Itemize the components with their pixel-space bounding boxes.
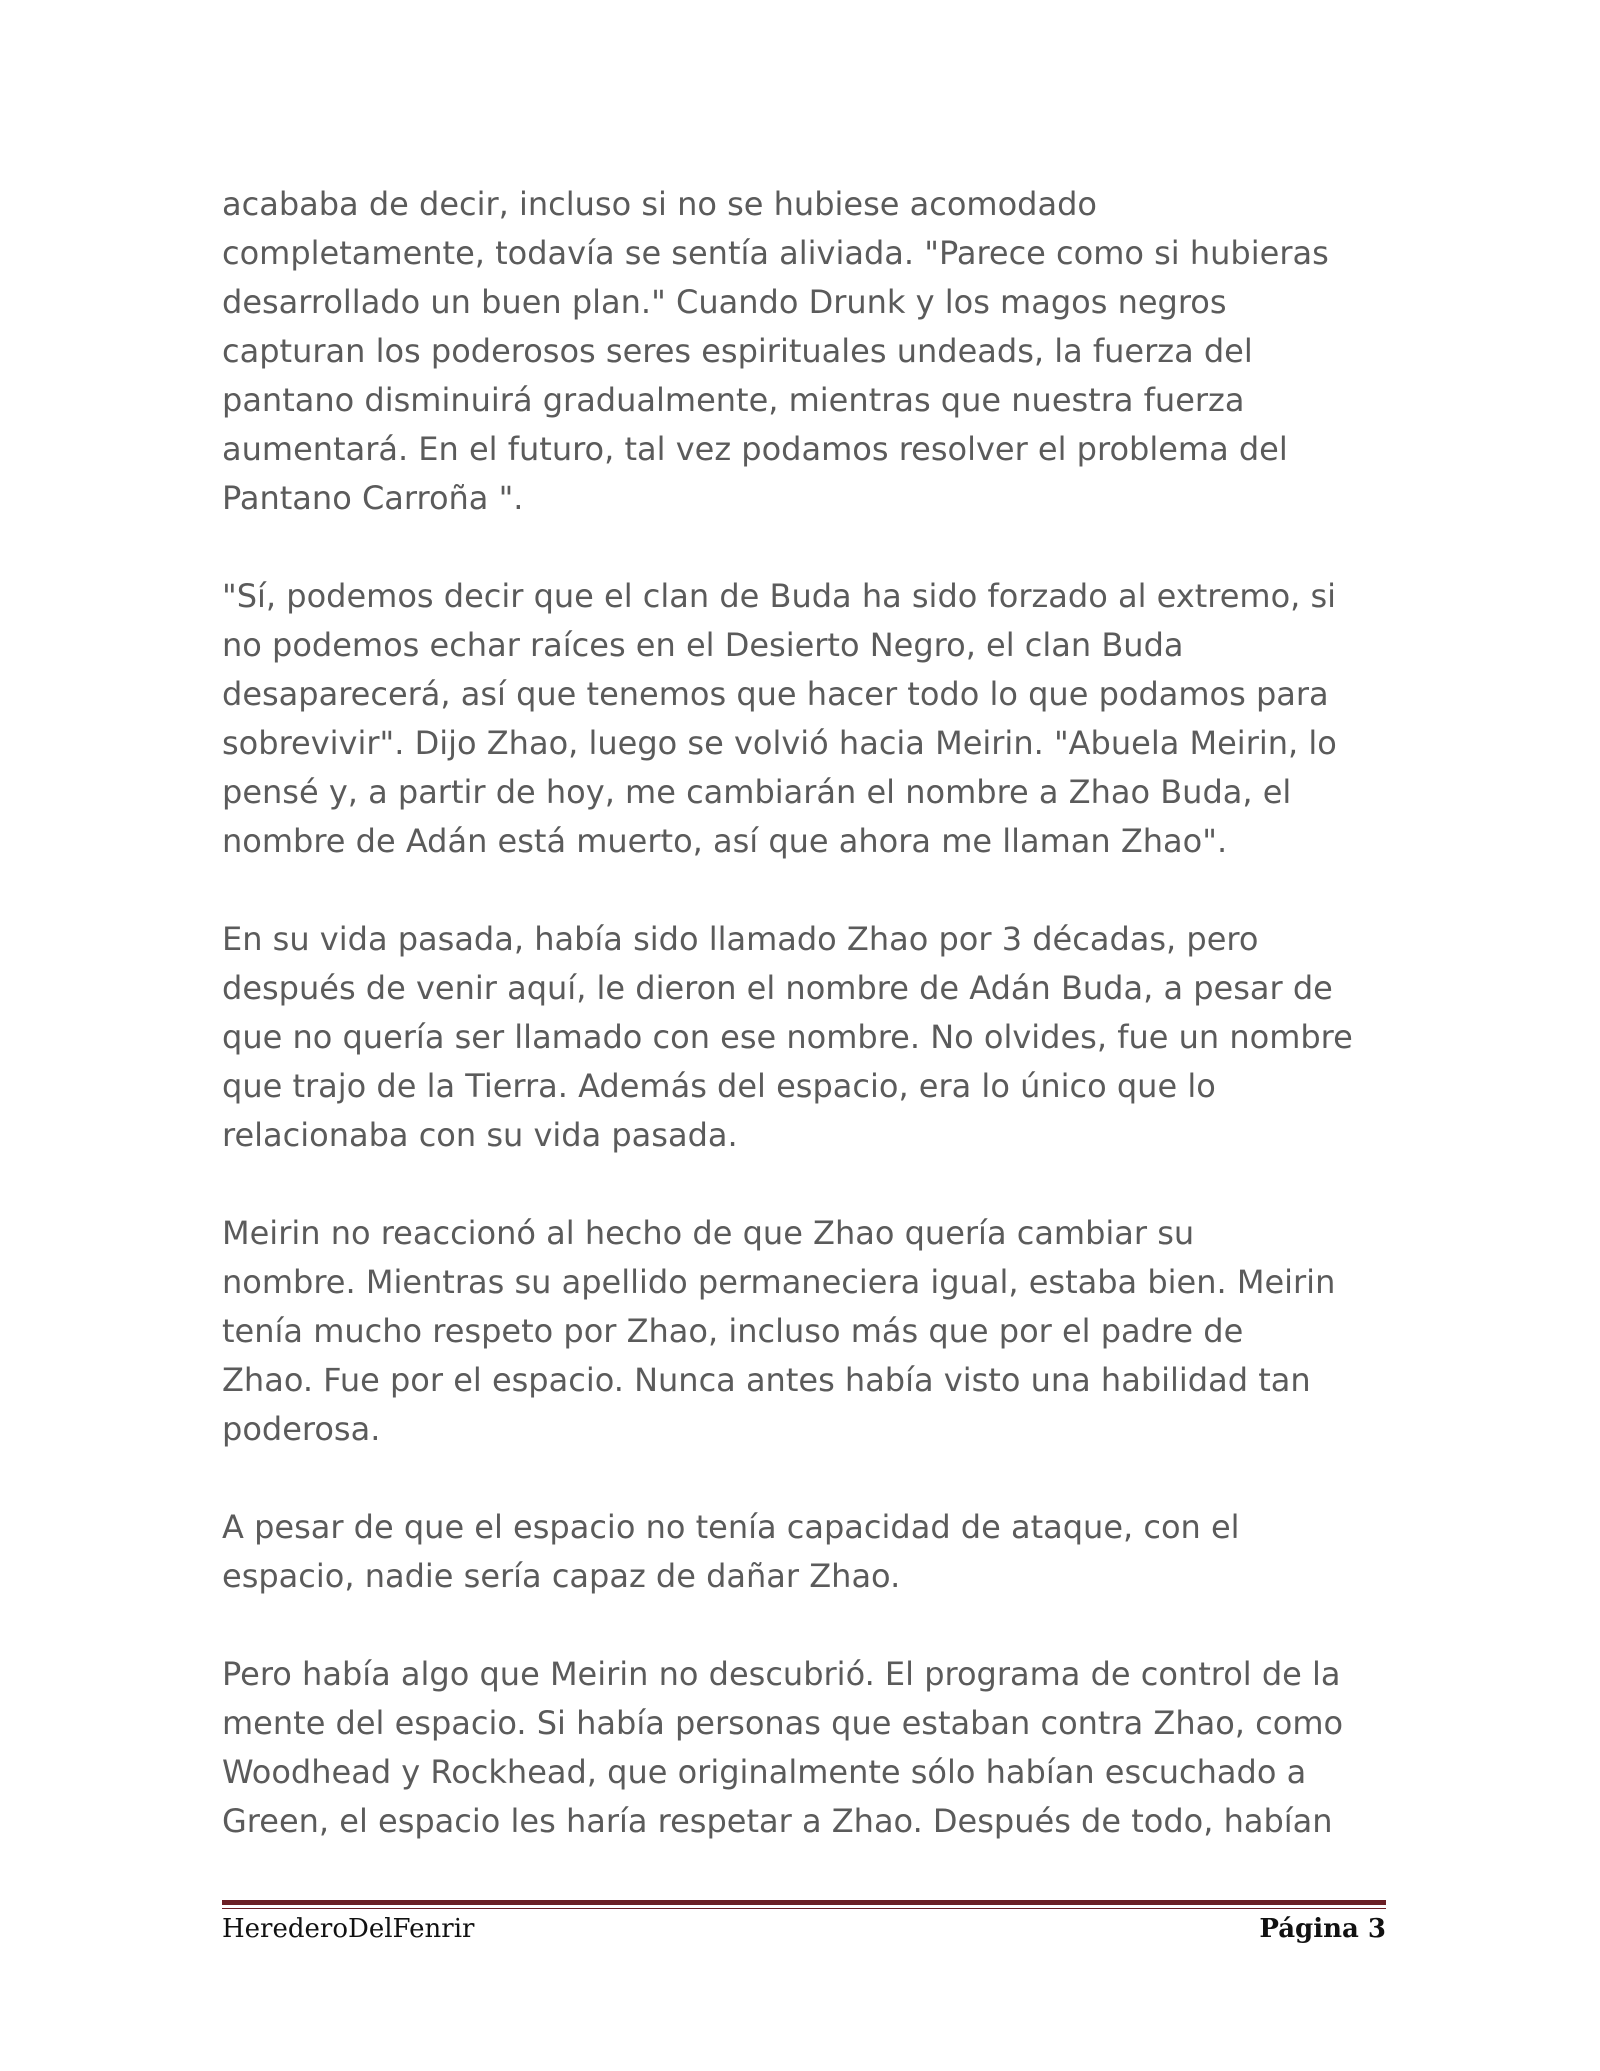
text-line: En su vida pasada, había sido llamado Zhao por 3 décadas, pero [222,920,1259,958]
text-line: relacionaba con su vida pasada. [222,1116,738,1154]
footer-divider-thin [222,1908,1386,1909]
text-line: "Sí, podemos decir que el clan de Buda ha sido forzado al extremo, si [222,577,1337,615]
text-line: Green, el espacio les haría respetar a Zhao. Después de todo, habían [222,1802,1333,1840]
footer-divider [222,1900,1386,1905]
text-line: no podemos echar raíces en el Desierto Negro, el clan Buda [222,626,1184,664]
paragraph-1 [222,180,1402,523]
footer-author: HerederoDelFenrir [222,1914,475,1944]
text-line: nombre de Adán está muerto, así que ahora me llaman Zhao". [222,822,1228,860]
body-text [222,180,1402,1895]
text-line: Pero había algo que Meirin no descubrió. El programa de control de la [222,1655,1341,1693]
paragraph-2 [222,572,1402,866]
text-line: aumentará. En el futuro, tal vez podamos resolver el problema del [222,430,1288,468]
text-line: pensé y, a partir de hoy, me cambiarán el nombre a Zhao Buda, el [222,773,1292,811]
page-number: Página 3 [1259,1914,1386,1944]
paragraph-6 [222,1650,1402,1846]
text-line: después de venir aquí, le dieron el nombre de Adán Buda, a pesar de [222,969,1333,1007]
text-line: A pesar de que el espacio no tenía capacidad de ataque, con el [222,1508,1240,1546]
text-line: sobrevivir". Dijo Zhao, luego se volvió hacia Meirin. "Abuela Meirin, lo [222,724,1337,762]
text-line: nombre. Mientras su apellido permaneciera igual, estaba bien. Meirin [222,1263,1336,1301]
paragraph-3 [222,915,1402,1160]
text-line: completamente, todavía se sentía aliviada. "Parece como si hubieras [222,234,1329,272]
text-line: Zhao. Fue por el espacio. Nunca antes había visto una habilidad tan [222,1361,1311,1399]
text-line: acababa de decir, incluso si no se hubiese acomodado [222,185,1097,223]
text-line: poderosa. [222,1410,381,1448]
text-line: tenía mucho respeto por Zhao, incluso más que por el padre de [222,1312,1244,1350]
text-line: pantano disminuirá gradualmente, mientras que nuestra fuerza [222,381,1245,419]
paragraph-5 [222,1503,1402,1601]
text-line: Woodhead y Rockhead, que originalmente sólo habían escuchado a [222,1753,1307,1791]
text-line: espacio, nadie sería capaz de dañar Zhao. [222,1557,901,1595]
text-line: desarrollado un buen plan." Cuando Drunk y los magos negros [222,283,1227,321]
text-line: que trajo de la Tierra. Además del espacio, era lo único que lo [222,1067,1216,1105]
text-line: Pantano Carroña ". [222,479,524,517]
text-line: Meirin no reaccionó al hecho de que Zhao quería cambiar su [222,1214,1195,1252]
text-line: capturan los poderosos seres espirituales undeads, la fuerza del [222,332,1253,370]
paragraph-4 [222,1209,1402,1454]
text-line: desaparecerá, así que tenemos que hacer todo lo que podamos para [222,675,1329,713]
text-line: mente del espacio. Si había personas que estaban contra Zhao, como [222,1704,1344,1742]
text-line: que no quería ser llamado con ese nombre. No olvides, fue un nombre [222,1018,1353,1056]
